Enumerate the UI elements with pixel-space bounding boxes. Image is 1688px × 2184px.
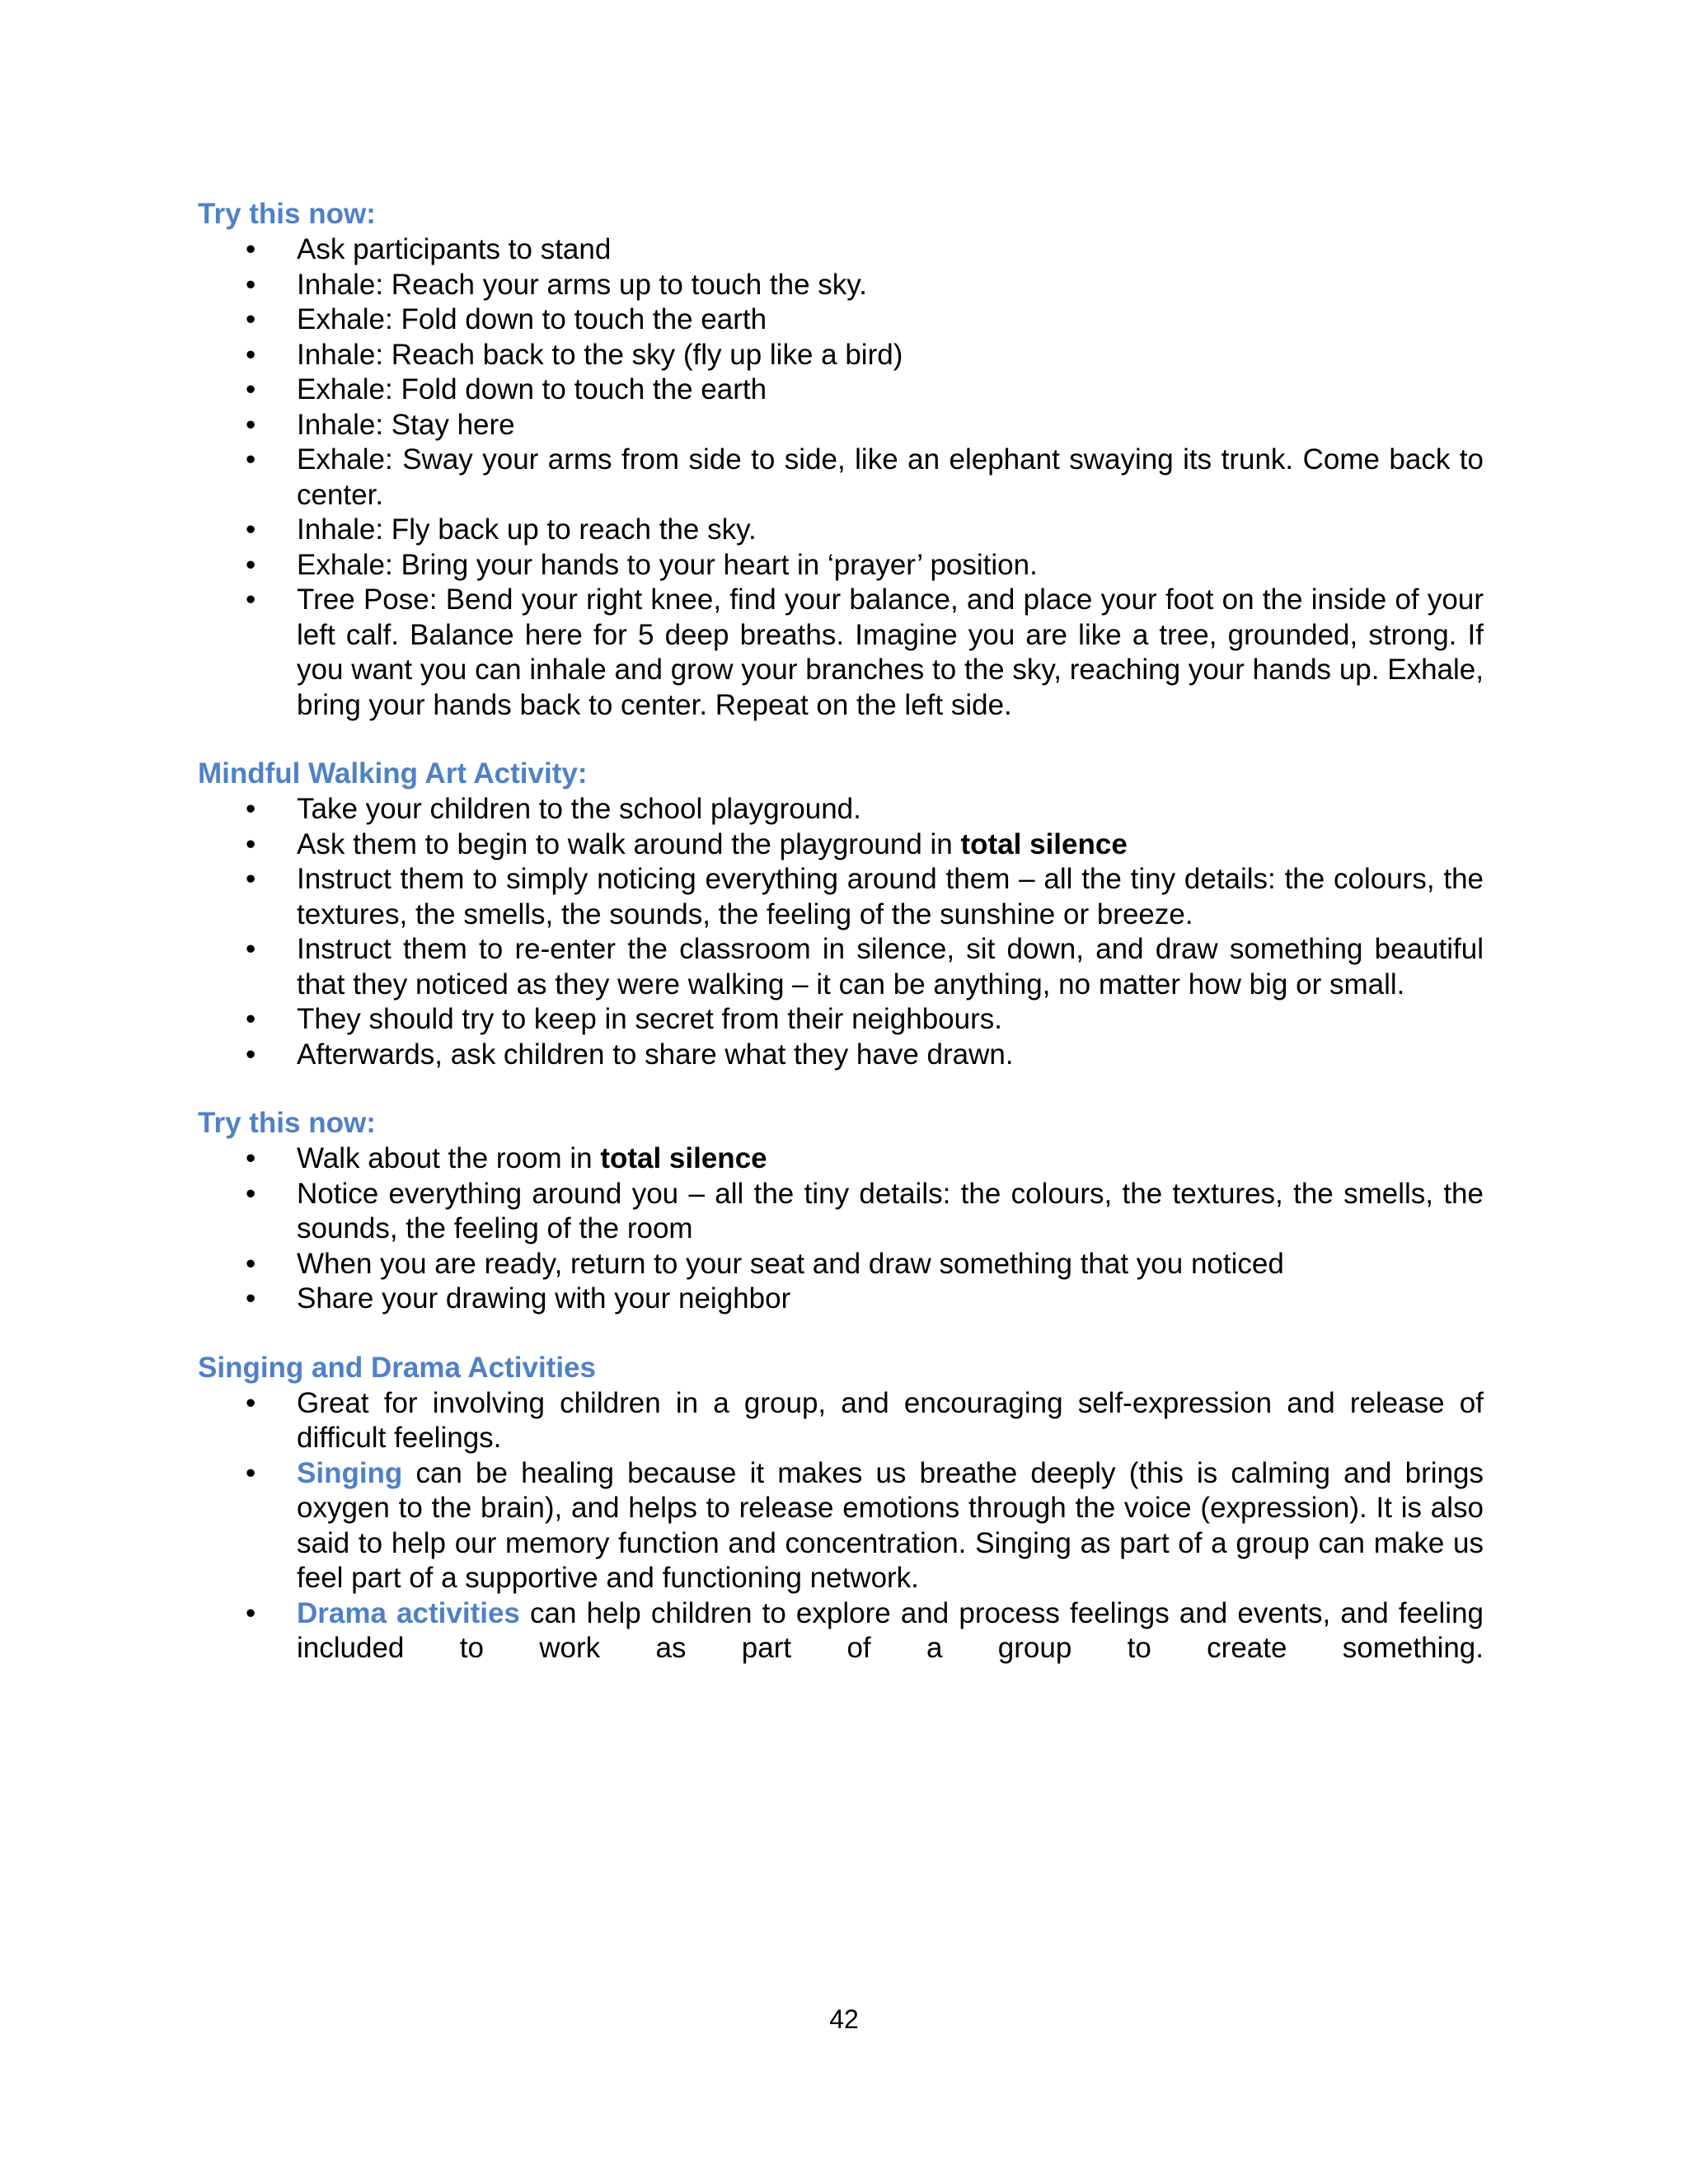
- item-text: Exhale: Sway your arms from side to side, like an elephant swaying its trunk. Come back to center.: [297, 443, 1484, 511]
- section-heading: Singing and Drama Activities: [198, 1351, 596, 1384]
- bullet-icon: •: [246, 583, 256, 616]
- list-item: [198, 338, 1484, 373]
- bullet-icon: •: [246, 1177, 256, 1210]
- bullet-icon: •: [246, 1282, 256, 1315]
- item-text: Tree Pose: Bend your right knee, find your balance, and place your foot on the inside of your left calf. Balance here for 5 deep breaths. Imagine you are like a tree, grounded, strong. If you want you can inhale and grow your branches to the sky, reaching your hands up. Exhale, bring your hands back to center. Repeat on the left side.: [297, 583, 1484, 721]
- item-text: Exhale: Fold down to touch the earth: [297, 303, 767, 335]
- emphasis-text: total silence: [600, 1142, 767, 1174]
- list-item: [198, 1247, 1484, 1282]
- bullet-icon: •: [246, 373, 256, 405]
- section-2: [198, 756, 1484, 1072]
- highlight-term: Singing: [297, 1456, 403, 1489]
- list-item: [198, 268, 1484, 303]
- list-item: [198, 443, 1484, 513]
- list-item: [198, 408, 1484, 443]
- bullet-icon: •: [246, 1142, 256, 1174]
- bullet-icon: •: [246, 863, 256, 895]
- list-item: [198, 513, 1484, 548]
- section-1: [198, 196, 1484, 723]
- item-text: Walk about the room in: [297, 1142, 601, 1174]
- item-text: Notice everything around you – all the tiny details: the colours, the textures, the smells, the sounds, the feeling of the room: [297, 1177, 1484, 1244]
- item-text: can be healing because it makes us breathe deeply (this is calming and brings oxygen to the brain), and helps to release emotions through the voice (expression). It is also said to help our memory function and concentration. Singing as part of a group can make us feel part of a supportive and functioning network.: [297, 1456, 1484, 1594]
- bullet-icon: •: [246, 793, 256, 825]
- item-text: Instruct them to re-enter the classroom in silence, sit down, and draw something beautiful that they noticed as they were walking – it can be anything, no matter how big or small.: [297, 933, 1484, 1001]
- section-heading: Try this now:: [198, 198, 376, 230]
- bullet-list: [198, 1141, 1484, 1317]
- list-item: [198, 232, 1484, 268]
- bullet-icon: •: [246, 1247, 256, 1280]
- list-item: [198, 583, 1484, 723]
- item-text: Afterwards, ask children to share what they have drawn.: [297, 1038, 1014, 1071]
- list-item: [198, 1386, 1484, 1456]
- document-page: [198, 196, 1484, 1699]
- item-text: Ask participants to stand: [297, 233, 612, 265]
- bullet-list: [198, 232, 1484, 723]
- section-4: [198, 1350, 1484, 1666]
- bullet-icon: •: [246, 548, 256, 581]
- list-item: [198, 1282, 1484, 1317]
- item-text: They should try to keep in secret from their neighbours.: [297, 1003, 1002, 1035]
- bullet-icon: •: [246, 443, 256, 476]
- item-text: Inhale: Reach back to the sky (fly up like a bird): [297, 338, 903, 371]
- list-item: [198, 1177, 1484, 1247]
- list-item: [198, 373, 1484, 408]
- item-text: When you are ready, return to your seat and draw something that you noticed: [297, 1247, 1284, 1280]
- bullet-list: [198, 792, 1484, 1072]
- item-text: Great for involving children in a group, and encouraging self-expression and release of difficult feelings.: [297, 1386, 1484, 1454]
- item-text: Inhale: Reach your arms up to touch the sky.: [297, 268, 867, 301]
- page-number: 42: [829, 2004, 859, 2034]
- item-text: Share your drawing with your neighbor: [297, 1282, 791, 1315]
- list-item: [198, 1596, 1484, 1666]
- item-text: Inhale: Fly back up to reach the sky.: [297, 513, 757, 546]
- item-text: Inhale: Stay here: [297, 408, 515, 441]
- bullet-icon: •: [246, 1596, 256, 1629]
- bullet-icon: •: [246, 933, 256, 965]
- bullet-icon: •: [246, 1038, 256, 1071]
- item-text: Instruct them to simply noticing everything around them – all the tiny details: the colours, the textures, the smells, the sounds, the feeling of the sunshine or breeze.: [297, 863, 1484, 930]
- bullet-icon: •: [246, 1003, 256, 1035]
- bullet-icon: •: [246, 827, 256, 860]
- bullet-icon: •: [246, 303, 256, 335]
- list-item: [198, 1002, 1484, 1038]
- list-item: [198, 862, 1484, 932]
- item-text: Exhale: Fold down to touch the earth: [297, 373, 767, 405]
- list-item: [198, 827, 1484, 863]
- bullet-icon: •: [246, 513, 256, 546]
- bullet-icon: •: [246, 1456, 256, 1489]
- list-item: [198, 548, 1484, 583]
- list-item: [198, 1038, 1484, 1073]
- highlight-term: Drama activities: [297, 1596, 520, 1629]
- list-item: [198, 1456, 1484, 1596]
- emphasis-text: total silence: [960, 827, 1128, 860]
- list-item: [198, 302, 1484, 338]
- bullet-icon: •: [246, 268, 256, 301]
- bullet-icon: •: [246, 233, 256, 265]
- bullet-icon: •: [246, 408, 256, 441]
- section-3: [198, 1105, 1484, 1317]
- section-heading: Try this now:: [198, 1107, 376, 1139]
- list-item: [198, 1141, 1484, 1177]
- item-text: can help children to explore and process feelings and events, and feeling included to work as part of a group to create something.: [297, 1596, 1484, 1664]
- bullet-list: [198, 1386, 1484, 1666]
- list-item: [198, 792, 1484, 827]
- item-text: Ask them to begin to walk around the playground in: [297, 827, 961, 860]
- item-text: Exhale: Bring your hands to your heart in ‘prayer’ position.: [297, 548, 1038, 581]
- section-heading: Mindful Walking Art Activity:: [198, 757, 588, 790]
- item-text: Take your children to the school playground.: [297, 793, 861, 825]
- bullet-icon: •: [246, 338, 256, 371]
- bullet-icon: •: [246, 1386, 256, 1419]
- list-item: [198, 932, 1484, 1002]
